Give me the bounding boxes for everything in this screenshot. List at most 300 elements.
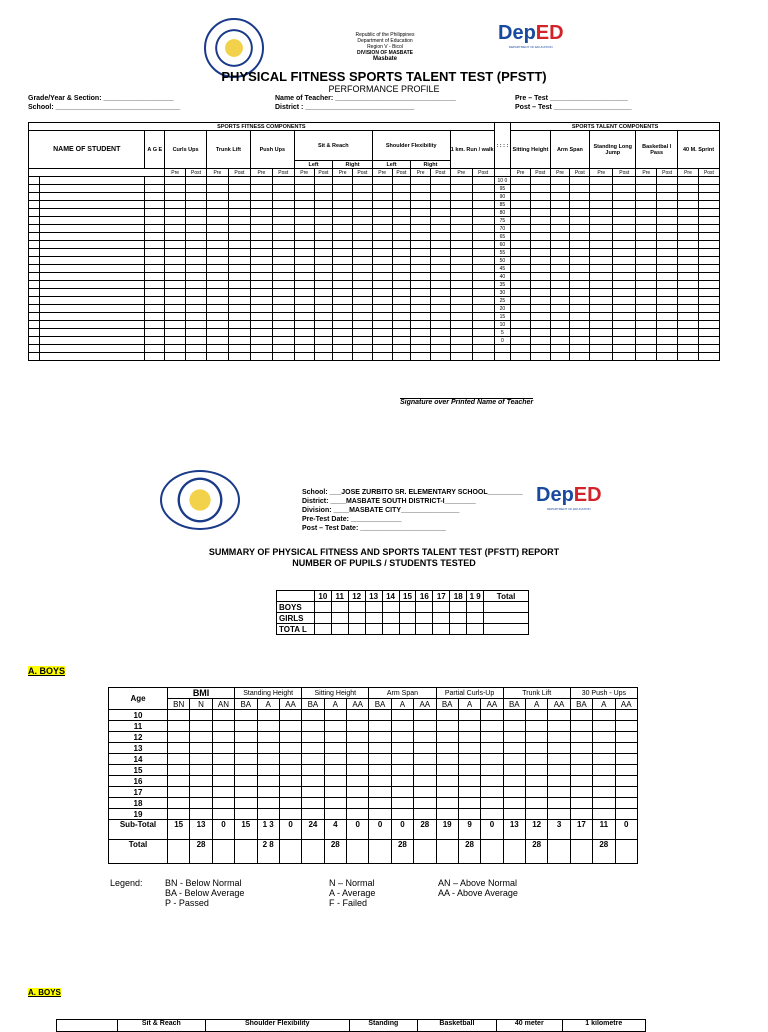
score-cell[interactable] — [250, 337, 272, 345]
score-cell[interactable] — [294, 281, 314, 289]
count-cell[interactable] — [168, 787, 190, 798]
count-cell[interactable] — [548, 776, 570, 787]
count-cell[interactable] — [593, 765, 615, 776]
student-name-cell[interactable] — [39, 337, 144, 345]
score-cell[interactable] — [333, 201, 353, 209]
score-cell[interactable] — [698, 321, 719, 329]
count-cell[interactable] — [190, 809, 212, 820]
count-cell[interactable] — [168, 710, 190, 721]
score-cell[interactable] — [228, 345, 250, 353]
count-cell[interactable] — [369, 710, 391, 721]
score-cell[interactable] — [206, 313, 228, 321]
score-cell[interactable] — [511, 281, 531, 289]
score-cell[interactable] — [294, 225, 314, 233]
count-cell[interactable] — [526, 798, 548, 809]
count-cell[interactable] — [348, 613, 365, 624]
count-cell[interactable] — [212, 732, 234, 743]
score-cell[interactable] — [228, 257, 250, 265]
score-cell[interactable] — [272, 273, 294, 281]
score-cell[interactable] — [186, 193, 207, 201]
score-cell[interactable] — [353, 337, 373, 345]
score-cell[interactable] — [530, 353, 550, 361]
count-cell[interactable] — [570, 743, 592, 754]
score-cell[interactable] — [314, 305, 333, 313]
count-cell[interactable] — [190, 765, 212, 776]
score-cell[interactable] — [186, 265, 207, 273]
score-cell[interactable] — [678, 257, 699, 265]
score-cell[interactable] — [314, 281, 333, 289]
score-cell[interactable] — [530, 313, 550, 321]
count-cell[interactable] — [467, 602, 484, 613]
score-cell[interactable] — [250, 353, 272, 361]
score-cell[interactable] — [272, 193, 294, 201]
student-name-cell[interactable] — [39, 281, 144, 289]
score-cell[interactable] — [590, 249, 613, 257]
score-cell[interactable] — [450, 209, 472, 217]
count-cell[interactable] — [433, 613, 450, 624]
score-cell[interactable] — [530, 241, 550, 249]
student-name-cell[interactable] — [39, 201, 144, 209]
count-cell[interactable] — [212, 710, 234, 721]
score-cell[interactable] — [570, 345, 590, 353]
score-cell[interactable] — [272, 281, 294, 289]
score-cell[interactable] — [29, 249, 40, 257]
count-cell[interactable] — [365, 613, 382, 624]
count-cell[interactable] — [365, 624, 382, 635]
score-cell[interactable] — [657, 313, 678, 321]
score-cell[interactable] — [698, 353, 719, 361]
score-cell[interactable] — [228, 281, 250, 289]
count-cell[interactable] — [212, 809, 234, 820]
count-cell[interactable] — [593, 787, 615, 798]
score-cell[interactable] — [294, 177, 314, 185]
score-cell[interactable] — [698, 273, 719, 281]
score-cell[interactable] — [570, 353, 590, 361]
score-cell[interactable] — [186, 177, 207, 185]
score-cell[interactable] — [613, 217, 636, 225]
count-cell[interactable] — [570, 765, 592, 776]
count-cell[interactable] — [324, 776, 346, 787]
score-cell[interactable] — [430, 305, 450, 313]
score-cell[interactable] — [590, 273, 613, 281]
student-name-cell[interactable] — [39, 177, 144, 185]
score-cell[interactable] — [590, 281, 613, 289]
score-cell[interactable] — [450, 305, 472, 313]
score-cell[interactable] — [250, 201, 272, 209]
score-cell[interactable] — [314, 233, 333, 241]
student-name-cell[interactable] — [39, 273, 144, 281]
count-cell[interactable] — [503, 776, 525, 787]
score-cell[interactable] — [430, 217, 450, 225]
score-cell[interactable] — [272, 233, 294, 241]
count-cell[interactable] — [257, 798, 279, 809]
score-cell[interactable] — [613, 305, 636, 313]
score-cell[interactable] — [411, 265, 431, 273]
count-cell[interactable] — [593, 732, 615, 743]
score-cell[interactable] — [430, 233, 450, 241]
score-cell[interactable] — [186, 209, 207, 217]
score-cell[interactable] — [657, 241, 678, 249]
score-cell[interactable] — [206, 345, 228, 353]
score-cell[interactable] — [570, 265, 590, 273]
score-cell[interactable] — [145, 281, 165, 289]
count-cell[interactable] — [433, 624, 450, 635]
score-cell[interactable] — [698, 217, 719, 225]
score-cell[interactable] — [657, 177, 678, 185]
count-cell[interactable] — [548, 787, 570, 798]
score-cell[interactable] — [392, 329, 411, 337]
score-cell[interactable] — [570, 225, 590, 233]
student-name-cell[interactable] — [39, 209, 144, 217]
score-cell[interactable] — [613, 185, 636, 193]
score-cell[interactable] — [294, 265, 314, 273]
count-cell[interactable] — [503, 710, 525, 721]
count-cell[interactable] — [391, 809, 413, 820]
count-cell[interactable] — [458, 710, 480, 721]
score-cell[interactable] — [530, 249, 550, 257]
score-cell[interactable] — [186, 185, 207, 193]
count-cell[interactable] — [391, 754, 413, 765]
count-cell[interactable] — [414, 754, 436, 765]
score-cell[interactable] — [392, 177, 411, 185]
score-cell[interactable] — [698, 249, 719, 257]
count-cell[interactable] — [570, 721, 592, 732]
count-cell[interactable] — [593, 798, 615, 809]
count-cell[interactable] — [436, 776, 458, 787]
score-cell[interactable] — [314, 249, 333, 257]
score-cell[interactable] — [206, 233, 228, 241]
count-cell[interactable] — [414, 809, 436, 820]
score-cell[interactable] — [550, 201, 570, 209]
score-cell[interactable] — [353, 217, 373, 225]
count-cell[interactable] — [481, 743, 503, 754]
score-cell[interactable] — [250, 273, 272, 281]
score-cell[interactable] — [678, 185, 699, 193]
score-cell[interactable] — [165, 345, 186, 353]
score-cell[interactable] — [450, 321, 472, 329]
count-cell[interactable] — [212, 721, 234, 732]
score-cell[interactable] — [294, 321, 314, 329]
score-cell[interactable] — [678, 289, 699, 297]
score-cell[interactable] — [353, 345, 373, 353]
score-cell[interactable] — [392, 305, 411, 313]
student-name-cell[interactable] — [39, 249, 144, 257]
score-cell[interactable] — [206, 305, 228, 313]
score-cell[interactable] — [590, 177, 613, 185]
score-cell[interactable] — [411, 177, 431, 185]
count-cell[interactable] — [481, 710, 503, 721]
count-cell[interactable] — [526, 754, 548, 765]
count-cell[interactable] — [235, 765, 257, 776]
score-cell[interactable] — [698, 281, 719, 289]
count-cell[interactable] — [391, 721, 413, 732]
count-cell[interactable] — [615, 787, 638, 798]
score-cell[interactable] — [145, 305, 165, 313]
count-cell[interactable] — [570, 710, 592, 721]
score-cell[interactable] — [250, 185, 272, 193]
count-cell[interactable] — [279, 721, 301, 732]
score-cell[interactable] — [186, 217, 207, 225]
count-cell[interactable] — [279, 798, 301, 809]
score-cell[interactable] — [333, 297, 353, 305]
score-cell[interactable] — [698, 241, 719, 249]
score-cell[interactable] — [272, 305, 294, 313]
score-cell[interactable] — [511, 321, 531, 329]
score-cell[interactable] — [206, 337, 228, 345]
score-cell[interactable] — [372, 329, 392, 337]
count-cell[interactable] — [548, 809, 570, 820]
score-cell[interactable] — [372, 209, 392, 217]
score-cell[interactable] — [165, 185, 186, 193]
count-cell[interactable] — [615, 809, 638, 820]
score-cell[interactable] — [450, 281, 472, 289]
score-cell[interactable] — [472, 201, 494, 209]
score-cell[interactable] — [186, 201, 207, 209]
count-cell[interactable] — [347, 798, 369, 809]
count-cell[interactable] — [190, 798, 212, 809]
score-cell[interactable] — [145, 297, 165, 305]
score-cell[interactable] — [636, 185, 657, 193]
score-cell[interactable] — [472, 345, 494, 353]
score-cell[interactable] — [272, 241, 294, 249]
count-cell[interactable] — [212, 776, 234, 787]
score-cell[interactable] — [333, 281, 353, 289]
score-cell[interactable] — [392, 249, 411, 257]
count-cell[interactable] — [382, 624, 399, 635]
score-cell[interactable] — [29, 329, 40, 337]
score-cell[interactable] — [165, 281, 186, 289]
score-cell[interactable] — [372, 177, 392, 185]
score-cell[interactable] — [613, 273, 636, 281]
score-cell[interactable] — [411, 345, 431, 353]
score-cell[interactable] — [570, 201, 590, 209]
student-name-cell[interactable] — [39, 233, 144, 241]
score-cell[interactable] — [613, 297, 636, 305]
score-cell[interactable] — [636, 281, 657, 289]
score-cell[interactable] — [511, 313, 531, 321]
score-cell[interactable] — [272, 225, 294, 233]
count-cell[interactable] — [433, 602, 450, 613]
count-cell[interactable] — [593, 809, 615, 820]
score-cell[interactable] — [228, 329, 250, 337]
score-cell[interactable] — [228, 289, 250, 297]
score-cell[interactable] — [530, 201, 550, 209]
score-cell[interactable] — [353, 209, 373, 217]
score-cell[interactable] — [165, 233, 186, 241]
count-cell[interactable] — [190, 710, 212, 721]
score-cell[interactable] — [550, 209, 570, 217]
count-cell[interactable] — [212, 754, 234, 765]
score-cell[interactable] — [314, 321, 333, 329]
count-cell[interactable] — [570, 732, 592, 743]
count-cell[interactable] — [481, 732, 503, 743]
count-cell[interactable] — [570, 809, 592, 820]
score-cell[interactable] — [165, 257, 186, 265]
score-cell[interactable] — [29, 321, 40, 329]
score-cell[interactable] — [392, 193, 411, 201]
score-cell[interactable] — [165, 297, 186, 305]
score-cell[interactable] — [353, 241, 373, 249]
count-cell[interactable] — [331, 613, 348, 624]
score-cell[interactable] — [314, 289, 333, 297]
count-cell[interactable] — [526, 787, 548, 798]
score-cell[interactable] — [472, 209, 494, 217]
count-cell[interactable] — [458, 809, 480, 820]
score-cell[interactable] — [613, 209, 636, 217]
count-cell[interactable] — [190, 754, 212, 765]
score-cell[interactable] — [450, 273, 472, 281]
score-cell[interactable] — [145, 209, 165, 217]
score-cell[interactable] — [206, 257, 228, 265]
score-cell[interactable] — [29, 313, 40, 321]
score-cell[interactable] — [145, 337, 165, 345]
score-cell[interactable] — [272, 353, 294, 361]
score-cell[interactable] — [272, 313, 294, 321]
score-cell[interactable] — [590, 329, 613, 337]
score-cell[interactable] — [294, 289, 314, 297]
count-cell[interactable] — [168, 721, 190, 732]
score-cell[interactable] — [678, 265, 699, 273]
score-cell[interactable] — [294, 201, 314, 209]
score-cell[interactable] — [430, 337, 450, 345]
count-cell[interactable] — [347, 787, 369, 798]
count-cell[interactable] — [257, 754, 279, 765]
count-cell[interactable] — [548, 710, 570, 721]
score-cell[interactable] — [530, 337, 550, 345]
score-cell[interactable] — [333, 193, 353, 201]
score-cell[interactable] — [272, 337, 294, 345]
score-cell[interactable] — [392, 241, 411, 249]
count-cell[interactable] — [347, 743, 369, 754]
score-cell[interactable] — [550, 321, 570, 329]
count-cell[interactable] — [416, 613, 433, 624]
score-cell[interactable] — [472, 177, 494, 185]
score-cell[interactable] — [186, 297, 207, 305]
score-cell[interactable] — [411, 321, 431, 329]
count-cell[interactable] — [347, 776, 369, 787]
count-cell[interactable] — [168, 743, 190, 754]
count-cell[interactable] — [526, 765, 548, 776]
score-cell[interactable] — [613, 241, 636, 249]
score-cell[interactable] — [250, 281, 272, 289]
score-cell[interactable] — [472, 329, 494, 337]
score-cell[interactable] — [570, 337, 590, 345]
score-cell[interactable] — [206, 217, 228, 225]
student-name-cell[interactable] — [39, 185, 144, 193]
count-cell[interactable] — [458, 754, 480, 765]
score-cell[interactable] — [570, 313, 590, 321]
score-cell[interactable] — [145, 289, 165, 297]
score-cell[interactable] — [472, 353, 494, 361]
score-cell[interactable] — [657, 217, 678, 225]
score-cell[interactable] — [411, 217, 431, 225]
score-cell[interactable] — [698, 257, 719, 265]
score-cell[interactable] — [570, 209, 590, 217]
score-cell[interactable] — [450, 257, 472, 265]
score-cell[interactable] — [450, 265, 472, 273]
score-cell[interactable] — [392, 273, 411, 281]
count-cell[interactable] — [391, 732, 413, 743]
count-cell[interactable] — [369, 765, 391, 776]
count-cell[interactable] — [365, 602, 382, 613]
score-cell[interactable] — [530, 185, 550, 193]
score-cell[interactable] — [590, 225, 613, 233]
score-cell[interactable] — [206, 177, 228, 185]
count-cell[interactable] — [484, 613, 529, 624]
score-cell[interactable] — [314, 241, 333, 249]
score-cell[interactable] — [272, 265, 294, 273]
score-cell[interactable] — [314, 217, 333, 225]
score-cell[interactable] — [272, 209, 294, 217]
count-cell[interactable] — [235, 809, 257, 820]
count-cell[interactable] — [324, 710, 346, 721]
score-cell[interactable] — [353, 177, 373, 185]
count-cell[interactable] — [450, 624, 467, 635]
score-cell[interactable] — [250, 265, 272, 273]
count-cell[interactable] — [347, 721, 369, 732]
score-cell[interactable] — [372, 257, 392, 265]
score-cell[interactable] — [698, 297, 719, 305]
score-cell[interactable] — [636, 289, 657, 297]
score-cell[interactable] — [314, 337, 333, 345]
score-cell[interactable] — [228, 273, 250, 281]
score-cell[interactable] — [206, 185, 228, 193]
score-cell[interactable] — [206, 265, 228, 273]
count-cell[interactable] — [257, 765, 279, 776]
score-cell[interactable] — [657, 249, 678, 257]
count-cell[interactable] — [324, 809, 346, 820]
score-cell[interactable] — [570, 281, 590, 289]
score-cell[interactable] — [206, 201, 228, 209]
score-cell[interactable] — [472, 305, 494, 313]
score-cell[interactable] — [29, 217, 40, 225]
count-cell[interactable] — [190, 776, 212, 787]
score-cell[interactable] — [411, 337, 431, 345]
count-cell[interactable] — [302, 776, 324, 787]
score-cell[interactable] — [657, 329, 678, 337]
score-cell[interactable] — [272, 345, 294, 353]
score-cell[interactable] — [590, 289, 613, 297]
count-cell[interactable] — [414, 721, 436, 732]
score-cell[interactable] — [511, 177, 531, 185]
score-cell[interactable] — [613, 233, 636, 241]
count-cell[interactable] — [399, 613, 416, 624]
score-cell[interactable] — [145, 225, 165, 233]
score-cell[interactable] — [636, 177, 657, 185]
score-cell[interactable] — [657, 233, 678, 241]
count-cell[interactable] — [615, 798, 638, 809]
score-cell[interactable] — [165, 225, 186, 233]
score-cell[interactable] — [250, 329, 272, 337]
score-cell[interactable] — [333, 225, 353, 233]
score-cell[interactable] — [353, 313, 373, 321]
count-cell[interactable] — [190, 743, 212, 754]
score-cell[interactable] — [314, 257, 333, 265]
score-cell[interactable] — [165, 217, 186, 225]
student-name-cell[interactable] — [39, 225, 144, 233]
score-cell[interactable] — [272, 321, 294, 329]
score-cell[interactable] — [186, 289, 207, 297]
score-cell[interactable] — [430, 177, 450, 185]
count-cell[interactable] — [436, 765, 458, 776]
count-cell[interactable] — [503, 809, 525, 820]
count-cell[interactable] — [382, 613, 399, 624]
score-cell[interactable] — [530, 289, 550, 297]
score-cell[interactable] — [353, 321, 373, 329]
count-cell[interactable] — [168, 732, 190, 743]
score-cell[interactable] — [29, 281, 40, 289]
student-name-cell[interactable] — [39, 345, 144, 353]
